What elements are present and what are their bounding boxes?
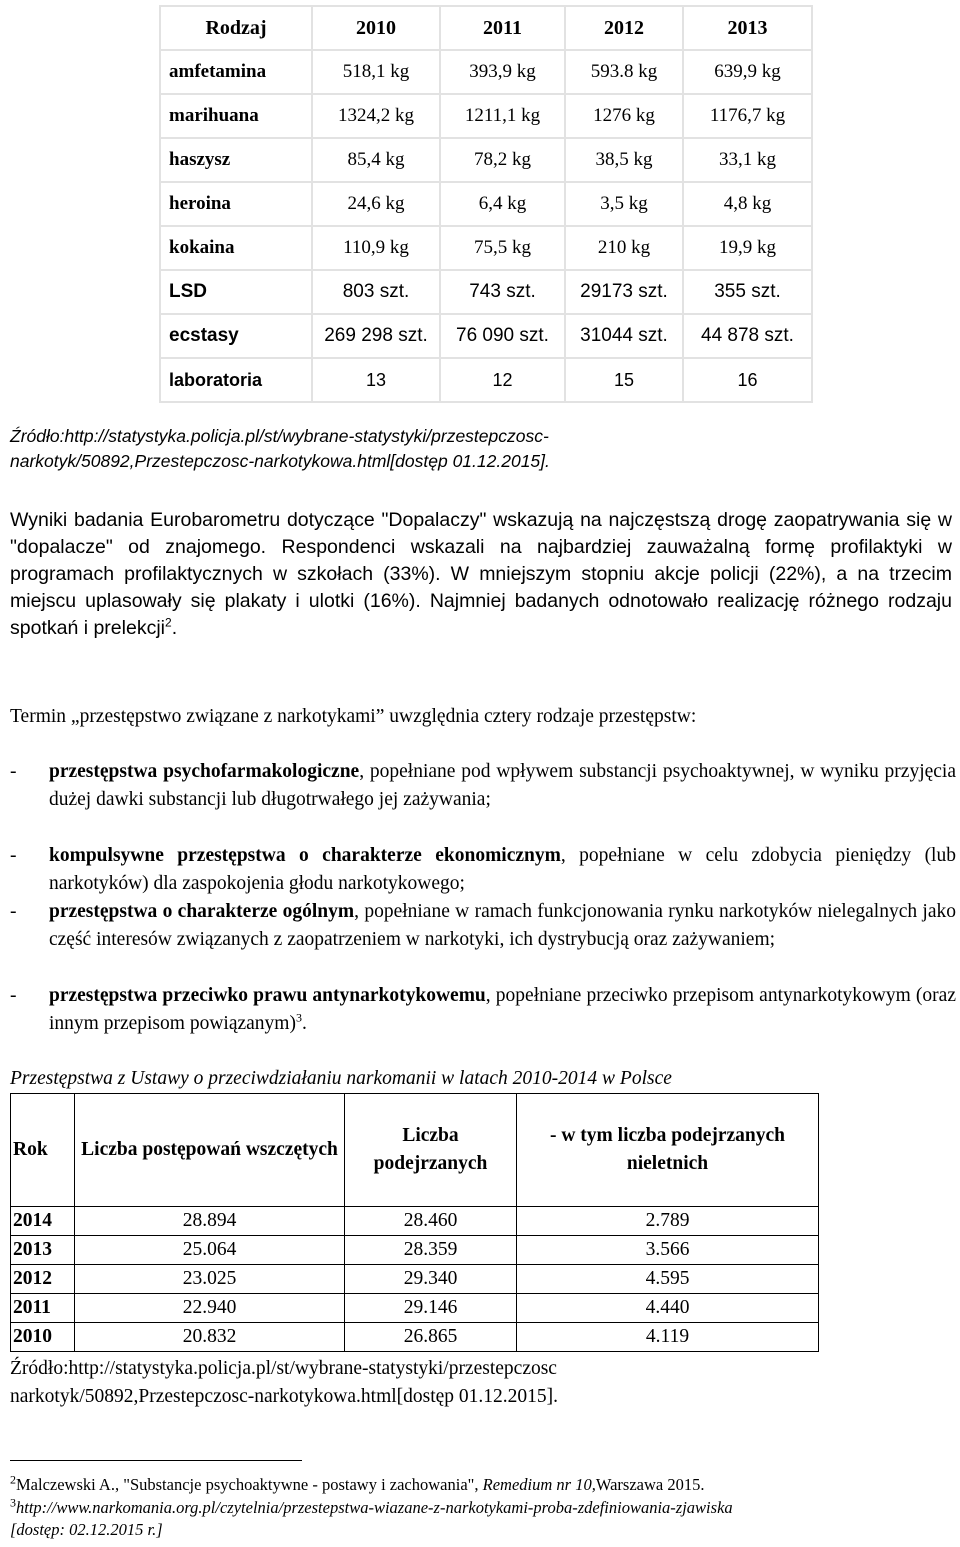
table-row	[160, 270, 812, 314]
list-dash: -	[10, 761, 17, 782]
table-cell: 25.064	[75, 1236, 345, 1265]
footnote-separator	[10, 1460, 302, 1461]
list-dash: -	[10, 901, 17, 922]
row-label: marihuana	[160, 94, 312, 138]
year-cell: 2010	[11, 1323, 75, 1352]
source-line: narkotyk/50892,Przestepczosc-narkotykowa.html[dostęp 01.12.2015].	[10, 1386, 559, 1407]
header-cell: 2010	[312, 6, 440, 50]
header-cell: 2012	[565, 6, 683, 50]
header-cell: 2013	[683, 6, 812, 50]
table-row	[11, 1236, 819, 1265]
row-label: amfetamina	[160, 50, 312, 94]
table-header-row	[160, 6, 812, 50]
table-cell: 210 kg	[565, 226, 683, 270]
footnote-ref: 3	[295, 1010, 302, 1025]
header-cell: - w tym liczba podejrzanych nieletnich	[517, 1094, 819, 1207]
bullet-term: przestępstwa przeciwko prawu antynarkotykowemu	[49, 985, 486, 1006]
table-cell: 29173 szt.	[565, 270, 683, 314]
table-cell: 4.595	[517, 1265, 819, 1294]
table-row	[160, 358, 812, 402]
year-cell: 2013	[11, 1236, 75, 1265]
bullet-desc: , popełniane pod wpływem substancji psychoaktywnej, w wyniku przyjęcia dużej dawki substancji lub długotrwałego jej zażywania;	[49, 761, 956, 810]
table-cell: 4.119	[517, 1323, 819, 1352]
table-cell: 355 szt.	[683, 270, 812, 314]
eurobarometer-paragraph	[10, 507, 952, 642]
header-cell: Liczba podejrzanych	[345, 1094, 517, 1207]
table-cell: 28.894	[75, 1207, 345, 1236]
table-cell: 3,5 kg	[565, 182, 683, 226]
table-row	[160, 182, 812, 226]
source-note	[10, 424, 950, 474]
row-label: haszysz	[160, 138, 312, 182]
table-row	[160, 226, 812, 270]
table-header-row	[11, 1094, 819, 1207]
footnote-end: Warszawa 2015.	[595, 1475, 705, 1494]
table-cell: 639,9 kg	[683, 50, 812, 94]
row-label: ecstasy	[160, 314, 312, 358]
table-cell: 1276 kg	[565, 94, 683, 138]
table-cell: 1324,2 kg	[312, 94, 440, 138]
table-cell: 13	[312, 358, 440, 402]
table-cell: 1211,1 kg	[440, 94, 565, 138]
header-cell: Liczba postępowań wszczętych	[75, 1094, 345, 1207]
header-cell: Rodzaj	[160, 6, 312, 50]
bullet-term: przestępstwa psychofarmakologiczne	[49, 761, 360, 782]
table-cell: 12	[440, 358, 565, 402]
table-cell: 24,6 kg	[312, 182, 440, 226]
paragraph-text: Wyniki badania Eurobarometru dotyczące "Dopalaczy" wskazują na najczęstszą drogę zaopatrywania się w "dopalacze" od znajomego. Respondenci wskazali na najbardziej zauważalną formę profilaktyki w programach profilaktycznych w szkołach (33%). W mniejszym stopniu akcje policji (22%), a na trzecim miejscu uplasowały się plakaty i ulotki (16%). Najmniej badanych odnotowało realizację różnego rodzaju spotkań i prelekcji	[10, 509, 952, 639]
table-row	[160, 94, 812, 138]
table-cell: 78,2 kg	[440, 138, 565, 182]
table-cell: 26.865	[345, 1323, 517, 1352]
drug-seizures-table	[159, 5, 813, 403]
table-cell: 110,9 kg	[312, 226, 440, 270]
table-cell: 29.340	[345, 1265, 517, 1294]
table-row	[11, 1265, 819, 1294]
bullet-term: przestępstwa o charakterze ogólnym	[49, 901, 355, 922]
row-label: kokaina	[160, 226, 312, 270]
table-caption: Przestępstwa z Ustawy o przeciwdziałaniu narkomanii w latach 2010-2014 w Polsce	[10, 1068, 672, 1089]
table-row	[11, 1207, 819, 1236]
table-cell: 743 szt.	[440, 270, 565, 314]
list-item	[10, 842, 956, 898]
table-cell: 2.789	[517, 1207, 819, 1236]
table-cell: 269 298 szt.	[312, 314, 440, 358]
bullet-desc: , popełniane w ramach funkcjonowania rynku narkotyków nielegalnych jako część interesów związanych z zaopatrzeniem w narkotyki, ich dystrybucją oraz zażywaniem;	[49, 901, 956, 950]
table-cell: 803 szt.	[312, 270, 440, 314]
list-dash: -	[10, 845, 17, 866]
table-cell: 22.940	[75, 1294, 345, 1323]
source-line: Źródło:http://statystyka.policja.pl/st/wybrane-statystyki/przestepczosc-	[10, 426, 549, 446]
table-cell: 29.146	[345, 1294, 517, 1323]
table-cell: 15	[565, 358, 683, 402]
definition-paragraph: Termin „przestępstwo związane z narkotykami” uwzględnia cztery rodzaje przestępstw:	[10, 706, 697, 727]
list-dash: -	[10, 985, 17, 1006]
table-cell: 393,9 kg	[440, 50, 565, 94]
table-cell: 20.832	[75, 1323, 345, 1352]
bullet-desc: , popełniane przeciwko przepisom antynarkotykowym (oraz innym przepisom powiązanym)	[49, 985, 956, 1034]
table-cell: 76 090 szt.	[440, 314, 565, 358]
table-cell: 75,5 kg	[440, 226, 565, 270]
year-cell: 2011	[11, 1294, 75, 1323]
row-label: LSD	[160, 270, 312, 314]
table-row	[160, 314, 812, 358]
table-cell: 44 878 szt.	[683, 314, 812, 358]
row-label: laboratoria	[160, 358, 312, 402]
table-cell: 31044 szt.	[565, 314, 683, 358]
table-cell: 23.025	[75, 1265, 345, 1294]
footnote-link[interactable]: http://www.narkomania.org.pl/czytelnia/przestepstwa-wiazane-z-narkotykami-proba-zdefiniowania-zjawiska	[16, 1498, 733, 1517]
footnote-2	[10, 1474, 950, 1496]
table-cell: 6,4 kg	[440, 182, 565, 226]
footnote-italic: Remedium nr 10,	[482, 1475, 596, 1494]
list-item	[10, 758, 956, 814]
bullet-term: kompulsywne przestępstwa o charakterze ekonomicznym	[49, 845, 561, 866]
list-item	[10, 898, 956, 954]
footnote-text: Malczewski A., "Substancje psychoaktywne - postawy i zachowania",	[16, 1475, 483, 1494]
bullet-end: .	[301, 1013, 307, 1034]
table-cell: 28.359	[345, 1236, 517, 1265]
paragraph-end: .	[171, 617, 178, 639]
footnote-access-date: [dostęp: 02.12.2015 r.]	[10, 1520, 163, 1539]
table-cell: 19,9 kg	[683, 226, 812, 270]
table-cell: 3.566	[517, 1236, 819, 1265]
table-cell: 85,4 kg	[312, 138, 440, 182]
list-item	[10, 982, 956, 1038]
header-cell: Rok	[11, 1094, 75, 1207]
footnote-number: 3	[10, 1495, 16, 1510]
table-cell: 33,1 kg	[683, 138, 812, 182]
table-cell: 593.8 kg	[565, 50, 683, 94]
source-note	[10, 1355, 950, 1411]
source-line: Źródło:http://statystyka.policja.pl/st/wybrane-statystyki/przestepczosc	[10, 1358, 557, 1379]
table-cell: 38,5 kg	[565, 138, 683, 182]
table-row	[160, 138, 812, 182]
crimes-table	[10, 1093, 819, 1352]
table-cell: 1176,7 kg	[683, 94, 812, 138]
table-row	[160, 50, 812, 94]
bullet-desc: , popełniane w celu zdobycia pieniędzy (lub narkotyków) dla zaspokojenia głodu narkotykowego;	[49, 845, 956, 894]
table-cell: 16	[683, 358, 812, 402]
table-cell: 28.460	[345, 1207, 517, 1236]
table-cell: 4.440	[517, 1294, 819, 1323]
table-cell: 518,1 kg	[312, 50, 440, 94]
footnote-3	[10, 1497, 950, 1541]
header-cell: 2011	[440, 6, 565, 50]
table-row	[11, 1294, 819, 1323]
table-cell: 4,8 kg	[683, 182, 812, 226]
table-row	[11, 1323, 819, 1352]
footnote-ref: 2	[165, 615, 172, 630]
footnote-number: 2	[10, 1472, 16, 1487]
source-line: narkotyk/50892,Przestepczosc-narkotykowa.html[dostęp 01.12.2015].	[10, 451, 550, 471]
year-cell: 2014	[11, 1207, 75, 1236]
year-cell: 2012	[11, 1265, 75, 1294]
row-label: heroina	[160, 182, 312, 226]
